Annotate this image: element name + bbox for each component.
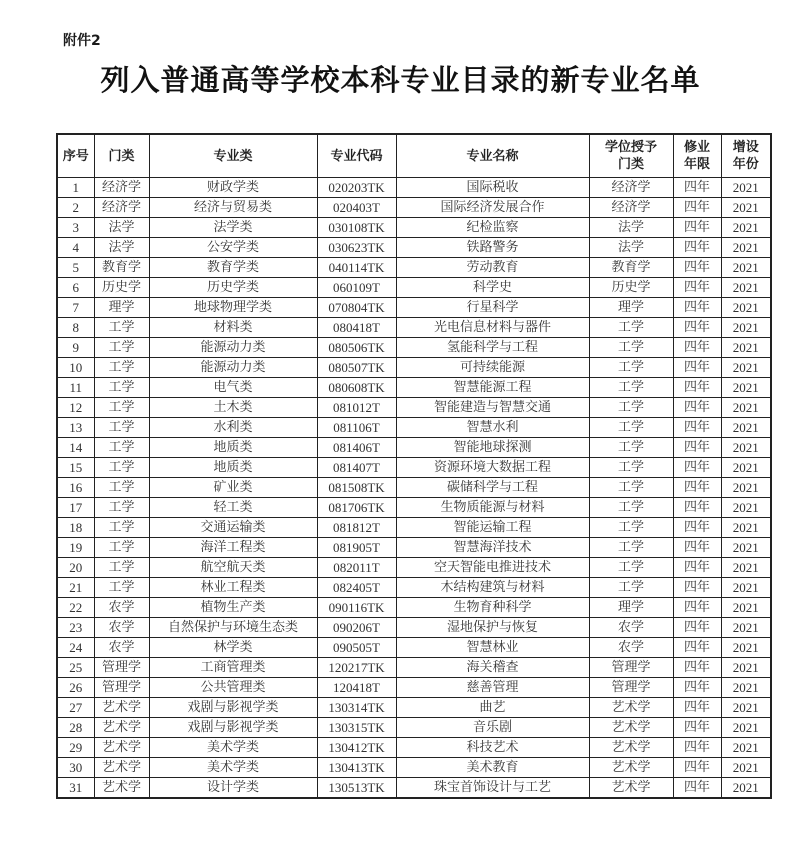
cell-no: 9 [57, 338, 94, 358]
table-row [57, 678, 771, 698]
header-name: 专业名称 [396, 134, 589, 178]
cell-class: 设计学类 [149, 778, 317, 799]
cell-no: 24 [57, 638, 94, 658]
new-majors-table [56, 133, 772, 799]
table-row [57, 618, 771, 638]
cell-category: 管理学 [94, 658, 149, 678]
table-row [57, 398, 771, 418]
cell-no: 15 [57, 458, 94, 478]
cell-no: 1 [57, 178, 94, 198]
cell-category: 工学 [94, 538, 149, 558]
cell-class: 海洋工程类 [149, 538, 317, 558]
cell-code: 020403T [317, 198, 396, 218]
cell-year: 2021 [721, 378, 771, 398]
cell-duration: 四年 [673, 698, 721, 718]
cell-code: 081106T [317, 418, 396, 438]
header-year-line2: 年份 [732, 157, 759, 172]
cell-year: 2021 [721, 418, 771, 438]
cell-name: 智慧海洋技术 [396, 538, 589, 558]
table-row [57, 378, 771, 398]
document-title: 列入普通高等学校本科专业目录的新专业名单 [100, 63, 701, 97]
cell-class: 林学类 [149, 638, 317, 658]
cell-code: 081812T [317, 518, 396, 538]
cell-year: 2021 [721, 638, 771, 658]
cell-duration: 四年 [673, 658, 721, 678]
cell-name: 国际税收 [396, 178, 589, 198]
cell-category: 理学 [94, 298, 149, 318]
cell-category: 农学 [94, 598, 149, 618]
cell-duration: 四年 [673, 178, 721, 198]
cell-year: 2021 [721, 278, 771, 298]
cell-code: 081407T [317, 458, 396, 478]
cell-degree: 工学 [589, 398, 673, 418]
table-row [57, 338, 771, 358]
cell-degree: 工学 [589, 498, 673, 518]
header-category: 门类 [94, 134, 149, 178]
cell-degree: 工学 [589, 458, 673, 478]
cell-duration: 四年 [673, 338, 721, 358]
cell-no: 25 [57, 658, 94, 678]
cell-name: 可持续能源 [396, 358, 589, 378]
cell-code: 082011T [317, 558, 396, 578]
cell-code: 081508TK [317, 478, 396, 498]
cell-category: 法学 [94, 238, 149, 258]
cell-no: 30 [57, 758, 94, 778]
header-year [721, 134, 771, 178]
cell-code: 080506TK [317, 338, 396, 358]
cell-name: 光电信息材料与器件 [396, 318, 589, 338]
table-row [57, 258, 771, 278]
cell-class: 教育学类 [149, 258, 317, 278]
cell-name: 智能地球探测 [396, 438, 589, 458]
cell-degree: 工学 [589, 338, 673, 358]
cell-degree: 艺术学 [589, 758, 673, 778]
cell-class: 航空航天类 [149, 558, 317, 578]
cell-class: 经济与贸易类 [149, 198, 317, 218]
cell-name: 智能建造与智慧交通 [396, 398, 589, 418]
cell-category: 工学 [94, 418, 149, 438]
cell-code: 082405T [317, 578, 396, 598]
cell-year: 2021 [721, 758, 771, 778]
cell-name: 智慧能源工程 [396, 378, 589, 398]
cell-degree: 工学 [589, 578, 673, 598]
cell-category: 经济学 [94, 178, 149, 198]
cell-class: 美术学类 [149, 758, 317, 778]
cell-duration: 四年 [673, 738, 721, 758]
cell-category: 教育学 [94, 258, 149, 278]
table-row [57, 598, 771, 618]
header-duration-line2: 年限 [683, 157, 710, 172]
cell-no: 8 [57, 318, 94, 338]
cell-duration: 四年 [673, 458, 721, 478]
cell-class: 能源动力类 [149, 358, 317, 378]
cell-name: 碳储科学与工程 [396, 478, 589, 498]
cell-category: 工学 [94, 398, 149, 418]
cell-class: 水利类 [149, 418, 317, 438]
cell-degree: 艺术学 [589, 718, 673, 738]
cell-no: 3 [57, 218, 94, 238]
cell-class: 地球物理学类 [149, 298, 317, 318]
table-row [57, 658, 771, 678]
cell-class: 轻工类 [149, 498, 317, 518]
cell-duration: 四年 [673, 318, 721, 338]
cell-duration: 四年 [673, 518, 721, 538]
cell-name: 海关稽查 [396, 658, 589, 678]
cell-class: 地质类 [149, 438, 317, 458]
cell-category: 艺术学 [94, 758, 149, 778]
cell-duration: 四年 [673, 498, 721, 518]
table-row [57, 358, 771, 378]
cell-class: 材料类 [149, 318, 317, 338]
cell-degree: 工学 [589, 378, 673, 398]
cell-year: 2021 [721, 458, 771, 478]
cell-duration: 四年 [673, 598, 721, 618]
cell-code: 130513TK [317, 778, 396, 799]
table-row [57, 758, 771, 778]
cell-year: 2021 [721, 598, 771, 618]
cell-year: 2021 [721, 478, 771, 498]
cell-degree: 管理学 [589, 658, 673, 678]
cell-duration: 四年 [673, 258, 721, 278]
table-header-row [57, 134, 771, 178]
cell-duration: 四年 [673, 438, 721, 458]
cell-category: 工学 [94, 378, 149, 398]
cell-year: 2021 [721, 218, 771, 238]
cell-no: 18 [57, 518, 94, 538]
cell-code: 081905T [317, 538, 396, 558]
cell-code: 130413TK [317, 758, 396, 778]
table-row [57, 198, 771, 218]
cell-code: 080608TK [317, 378, 396, 398]
cell-category: 管理学 [94, 678, 149, 698]
cell-category: 艺术学 [94, 698, 149, 718]
cell-class: 自然保护与环境生态类 [149, 618, 317, 638]
table-row [57, 538, 771, 558]
cell-degree: 工学 [589, 558, 673, 578]
table-row [57, 318, 771, 338]
cell-no: 20 [57, 558, 94, 578]
cell-name: 科学史 [396, 278, 589, 298]
cell-code: 081406T [317, 438, 396, 458]
table-row [57, 498, 771, 518]
cell-category: 艺术学 [94, 778, 149, 799]
cell-code: 081706TK [317, 498, 396, 518]
cell-year: 2021 [721, 358, 771, 378]
cell-degree: 工学 [589, 318, 673, 338]
cell-no: 10 [57, 358, 94, 378]
cell-duration: 四年 [673, 218, 721, 238]
cell-no: 11 [57, 378, 94, 398]
cell-class: 戏剧与影视学类 [149, 718, 317, 738]
cell-name: 智能运输工程 [396, 518, 589, 538]
cell-year: 2021 [721, 198, 771, 218]
cell-no: 28 [57, 718, 94, 738]
cell-code: 080418T [317, 318, 396, 338]
cell-category: 农学 [94, 638, 149, 658]
cell-category: 工学 [94, 558, 149, 578]
cell-degree: 理学 [589, 298, 673, 318]
cell-category: 农学 [94, 618, 149, 638]
cell-name: 曲艺 [396, 698, 589, 718]
header-duration-line1: 修业 [683, 140, 710, 155]
cell-no: 13 [57, 418, 94, 438]
cell-category: 工学 [94, 438, 149, 458]
cell-year: 2021 [721, 678, 771, 698]
attachment-label: 附件2 [63, 33, 101, 49]
cell-class: 能源动力类 [149, 338, 317, 358]
cell-category: 工学 [94, 498, 149, 518]
cell-no: 14 [57, 438, 94, 458]
cell-year: 2021 [721, 178, 771, 198]
cell-no: 23 [57, 618, 94, 638]
cell-no: 21 [57, 578, 94, 598]
header-code: 专业代码 [317, 134, 396, 178]
cell-no: 26 [57, 678, 94, 698]
cell-class: 法学类 [149, 218, 317, 238]
cell-code: 020203TK [317, 178, 396, 198]
cell-class: 矿业类 [149, 478, 317, 498]
cell-duration: 四年 [673, 378, 721, 398]
cell-year: 2021 [721, 298, 771, 318]
table-row [57, 478, 771, 498]
cell-year: 2021 [721, 318, 771, 338]
cell-duration: 四年 [673, 678, 721, 698]
cell-class: 美术学类 [149, 738, 317, 758]
cell-degree: 工学 [589, 438, 673, 458]
cell-degree: 经济学 [589, 178, 673, 198]
cell-duration: 四年 [673, 718, 721, 738]
header-no: 序号 [57, 134, 94, 178]
cell-degree: 农学 [589, 638, 673, 658]
cell-duration: 四年 [673, 198, 721, 218]
cell-class: 公安学类 [149, 238, 317, 258]
cell-category: 历史学 [94, 278, 149, 298]
cell-name: 劳动教育 [396, 258, 589, 278]
cell-duration: 四年 [673, 418, 721, 438]
cell-duration: 四年 [673, 558, 721, 578]
cell-year: 2021 [721, 538, 771, 558]
cell-degree: 艺术学 [589, 698, 673, 718]
cell-year: 2021 [721, 738, 771, 758]
table-row [57, 738, 771, 758]
cell-year: 2021 [721, 518, 771, 538]
table-row [57, 778, 771, 799]
table-row [57, 638, 771, 658]
cell-code: 080507TK [317, 358, 396, 378]
cell-name: 美术教育 [396, 758, 589, 778]
cell-degree: 工学 [589, 358, 673, 378]
cell-class: 财政学类 [149, 178, 317, 198]
cell-year: 2021 [721, 618, 771, 638]
cell-code: 130315TK [317, 718, 396, 738]
cell-name: 行星科学 [396, 298, 589, 318]
cell-code: 030623TK [317, 238, 396, 258]
cell-code: 120418T [317, 678, 396, 698]
table-row [57, 578, 771, 598]
cell-year: 2021 [721, 698, 771, 718]
header-year-line1: 增设 [732, 140, 759, 155]
cell-class: 工商管理类 [149, 658, 317, 678]
cell-duration: 四年 [673, 278, 721, 298]
cell-year: 2021 [721, 258, 771, 278]
cell-degree: 工学 [589, 518, 673, 538]
cell-no: 22 [57, 598, 94, 618]
cell-duration: 四年 [673, 618, 721, 638]
table-body [57, 178, 771, 799]
table-row [57, 418, 771, 438]
table-row [57, 558, 771, 578]
cell-year: 2021 [721, 238, 771, 258]
header-class: 专业类 [149, 134, 317, 178]
cell-degree: 管理学 [589, 678, 673, 698]
cell-category: 工学 [94, 358, 149, 378]
cell-year: 2021 [721, 578, 771, 598]
cell-no: 6 [57, 278, 94, 298]
table-row [57, 698, 771, 718]
cell-duration: 四年 [673, 478, 721, 498]
cell-degree: 农学 [589, 618, 673, 638]
cell-code: 130314TK [317, 698, 396, 718]
cell-no: 16 [57, 478, 94, 498]
table-row [57, 178, 771, 198]
cell-degree: 理学 [589, 598, 673, 618]
cell-class: 植物生产类 [149, 598, 317, 618]
cell-category: 艺术学 [94, 718, 149, 738]
cell-year: 2021 [721, 658, 771, 678]
cell-no: 5 [57, 258, 94, 278]
cell-name: 慈善管理 [396, 678, 589, 698]
cell-degree: 经济学 [589, 198, 673, 218]
cell-class: 戏剧与影视学类 [149, 698, 317, 718]
cell-no: 7 [57, 298, 94, 318]
cell-code: 040114TK [317, 258, 396, 278]
cell-name: 氢能科学与工程 [396, 338, 589, 358]
cell-code: 090116TK [317, 598, 396, 618]
cell-class: 交通运输类 [149, 518, 317, 538]
cell-degree: 法学 [589, 218, 673, 238]
table-row [57, 238, 771, 258]
cell-degree: 工学 [589, 538, 673, 558]
cell-category: 法学 [94, 218, 149, 238]
cell-category: 经济学 [94, 198, 149, 218]
cell-name: 湿地保护与恢复 [396, 618, 589, 638]
cell-category: 工学 [94, 338, 149, 358]
cell-no: 4 [57, 238, 94, 258]
cell-no: 31 [57, 778, 94, 799]
cell-code: 090206T [317, 618, 396, 638]
cell-year: 2021 [721, 398, 771, 418]
cell-name: 科技艺术 [396, 738, 589, 758]
cell-name: 智慧林业 [396, 638, 589, 658]
cell-code: 060109T [317, 278, 396, 298]
cell-class: 历史学类 [149, 278, 317, 298]
cell-year: 2021 [721, 718, 771, 738]
cell-degree: 法学 [589, 238, 673, 258]
cell-duration: 四年 [673, 238, 721, 258]
table-row [57, 218, 771, 238]
cell-class: 公共管理类 [149, 678, 317, 698]
table-row [57, 278, 771, 298]
cell-code: 130412TK [317, 738, 396, 758]
cell-class: 林业工程类 [149, 578, 317, 598]
cell-category: 工学 [94, 578, 149, 598]
cell-name: 国际经济发展合作 [396, 198, 589, 218]
cell-degree: 历史学 [589, 278, 673, 298]
cell-no: 27 [57, 698, 94, 718]
table-row [57, 458, 771, 478]
cell-no: 12 [57, 398, 94, 418]
cell-no: 2 [57, 198, 94, 218]
cell-year: 2021 [721, 498, 771, 518]
cell-name: 智慧水利 [396, 418, 589, 438]
cell-degree: 艺术学 [589, 738, 673, 758]
cell-category: 工学 [94, 458, 149, 478]
table-row [57, 438, 771, 458]
table-row [57, 718, 771, 738]
cell-class: 土木类 [149, 398, 317, 418]
cell-category: 艺术学 [94, 738, 149, 758]
header-duration [673, 134, 721, 178]
cell-category: 工学 [94, 518, 149, 538]
cell-name: 铁路警务 [396, 238, 589, 258]
cell-duration: 四年 [673, 298, 721, 318]
cell-duration: 四年 [673, 358, 721, 378]
cell-degree: 教育学 [589, 258, 673, 278]
cell-degree: 艺术学 [589, 778, 673, 799]
cell-year: 2021 [721, 338, 771, 358]
cell-duration: 四年 [673, 758, 721, 778]
cell-year: 2021 [721, 558, 771, 578]
cell-name: 生物质能源与材料 [396, 498, 589, 518]
cell-code: 030108TK [317, 218, 396, 238]
cell-duration: 四年 [673, 638, 721, 658]
header-degree [589, 134, 673, 178]
cell-name: 纪检监察 [396, 218, 589, 238]
cell-name: 空天智能电推进技术 [396, 558, 589, 578]
cell-code: 081012T [317, 398, 396, 418]
cell-no: 29 [57, 738, 94, 758]
table-row [57, 298, 771, 318]
table-row [57, 518, 771, 538]
cell-duration: 四年 [673, 398, 721, 418]
cell-degree: 工学 [589, 478, 673, 498]
cell-category: 工学 [94, 478, 149, 498]
cell-code: 120217TK [317, 658, 396, 678]
header-degree-line1: 学位授予 [604, 140, 657, 155]
cell-class: 电气类 [149, 378, 317, 398]
cell-name: 木结构建筑与材料 [396, 578, 589, 598]
cell-year: 2021 [721, 778, 771, 799]
cell-year: 2021 [721, 438, 771, 458]
cell-degree: 工学 [589, 418, 673, 438]
cell-duration: 四年 [673, 578, 721, 598]
cell-code: 070804TK [317, 298, 396, 318]
cell-code: 090505T [317, 638, 396, 658]
cell-no: 19 [57, 538, 94, 558]
cell-duration: 四年 [673, 538, 721, 558]
header-degree-line2: 门类 [617, 157, 644, 172]
cell-no: 17 [57, 498, 94, 518]
cell-name: 珠宝首饰设计与工艺 [396, 778, 589, 799]
cell-name: 资源环境大数据工程 [396, 458, 589, 478]
cell-name: 生物育种科学 [396, 598, 589, 618]
cell-duration: 四年 [673, 778, 721, 799]
cell-class: 地质类 [149, 458, 317, 478]
cell-name: 音乐剧 [396, 718, 589, 738]
cell-category: 工学 [94, 318, 149, 338]
